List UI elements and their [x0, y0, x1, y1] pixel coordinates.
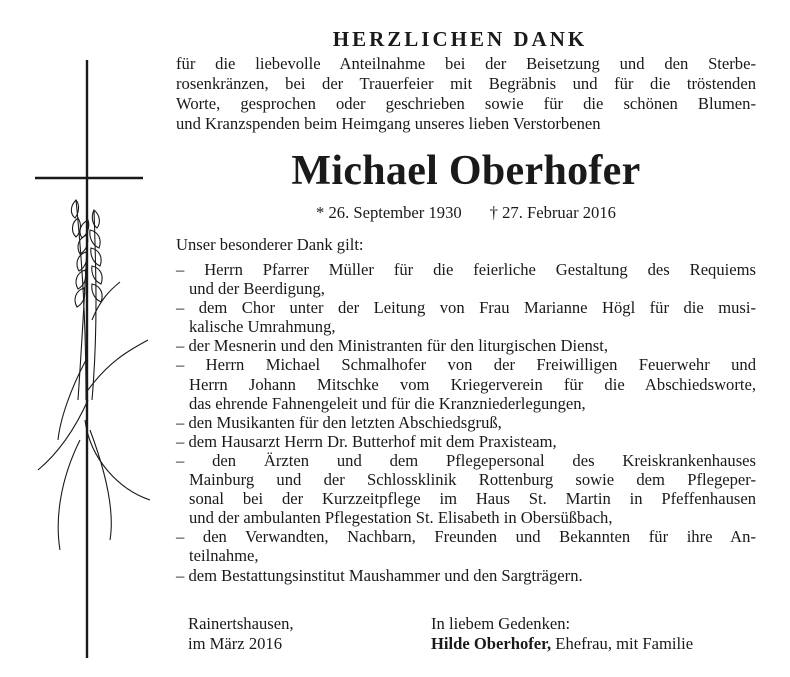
thanks-intro: Unser besonderer Dank gilt:: [176, 235, 364, 254]
list-item-continuation: teilnahme,: [189, 546, 259, 566]
intro-line: Worte, gesprochen oder geschrieben sowie für die schönen Blumen-: [176, 94, 756, 113]
life-dates: [176, 203, 756, 223]
list-item: – der Mesnerin und den Ministranten für den liturgischen Dienst,: [176, 336, 608, 356]
list-item: – dem Hausarzt Herrn Dr. Butterhof mit dem Praxisteam,: [176, 431, 557, 451]
signer-relation: Ehefrau, mit Familie: [551, 634, 694, 653]
list-item-continuation: Mainburg und der Schlossklinik Rottenburg sowie dem Pflegeper-: [189, 470, 756, 490]
signer: [431, 634, 693, 654]
date: im März 2016: [188, 634, 283, 653]
list-item: – dem Bestattungsinstitut Maushammer und den Sargträgern.: [176, 565, 583, 585]
memorial-label: In liebem Gedenken:: [431, 614, 571, 633]
intro-line: rosenkränzen, bei der Trauerfeier mit Begräbnis und für die tröstenden: [176, 74, 756, 93]
intro-line: und Kranzspenden beim Heimgang unseres lieben Verstorbenen: [176, 114, 601, 133]
wheat-icon: [38, 200, 150, 550]
memorial: [431, 614, 693, 654]
list-item: – Herrn Michael Schmalhofer von der Freiwilligen Feuerwehr und: [176, 355, 756, 375]
death-date: † 27. Februar 2016: [489, 203, 616, 222]
place-date: [188, 614, 294, 654]
list-item-continuation: kalische Umrahmung,: [189, 317, 336, 337]
place: Rainertshausen,: [188, 614, 294, 633]
list-item: – Herrn Pfarrer Müller für die feierliche Gestaltung des Requiems: [176, 260, 756, 279]
list-item: – dem Chor unter der Leitung von Frau Marianne Högl für die musi-: [176, 298, 756, 318]
list-item-continuation: sonal bei der Kurzzeitpflege im Haus St. Martin in Pfeffenhausen: [189, 489, 756, 509]
list-item-continuation: und der Beerdigung,: [189, 279, 325, 299]
list-item: – den Ärzten und dem Pflegepersonal des Kreiskrankenhauses: [176, 450, 756, 470]
birth-date: * 26. September 1930: [316, 203, 462, 222]
deceased-name: Michael Oberhofer: [291, 148, 641, 194]
list-item-continuation: das ehrende Fahnengeleit und für die Kranzniederlegungen,: [189, 393, 586, 413]
intro-line: für die liebevolle Anteilnahme bei der Beisetzung und den Sterbe-: [176, 54, 756, 73]
list-item: – den Verwandten, Nachbarn, Freunden und Bekannten für ihre An-: [176, 527, 756, 547]
page-title: HERZLICHEN DANK: [332, 27, 588, 51]
list-item-continuation: und der ambulanten Pflegestation St. Elisabeth in Obersüßbach,: [189, 508, 613, 528]
thanks-list: [176, 260, 756, 585]
list-item: – den Musikanten für den letzten Abschiedsgruß,: [176, 412, 502, 432]
list-item-continuation: Herrn Johann Mitschke vom Kriegerverein für die Abschiedsworte,: [189, 374, 756, 394]
signer-name: Hilde Oberhofer,: [431, 634, 552, 653]
cross-icon: [35, 60, 143, 658]
intro-text: [176, 54, 756, 134]
cross-with-wheat-icon: [30, 60, 160, 660]
